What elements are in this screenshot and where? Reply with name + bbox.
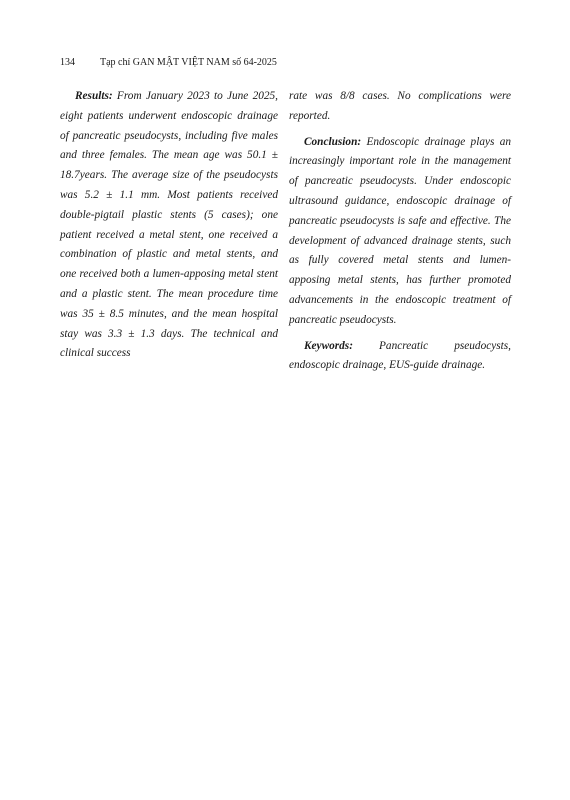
journal-title: Tạp chí GAN MẬT VIỆT NAM số 64-2025 bbox=[100, 57, 277, 68]
conclusion-paragraph bbox=[289, 133, 511, 331]
results-text: From January 2023 to June 2025, eight patients underwent endoscopic drainage of pancreatic pseudocysts, including five males and three females. The mean age was 50.1 ± 18.7years. The average size of the pseudocysts was 5.2 ± 1.1 mm. Most patients received double-pigtail plastic stents (5 cases); one patient received a metal stent, one received a combination of plastic and metal stents, and one received both a lumen-apposing metal stent and a plastic stent. The mean procedure time was 35 ± 8.5 minutes, and the mean hospital stay was 3.3 ± 1.3 days. The technical and clinical success bbox=[60, 90, 278, 360]
keywords-paragraph bbox=[289, 337, 511, 377]
page-number: 134 bbox=[60, 57, 75, 68]
results-continued: rate was 8/8 cases. No complications were reported. bbox=[289, 90, 511, 122]
results-label: Results: bbox=[75, 90, 113, 102]
conclusion-label: Conclusion: bbox=[304, 135, 362, 148]
results-paragraph bbox=[60, 87, 278, 364]
keywords-label: Keywords: bbox=[304, 339, 353, 352]
right-column bbox=[289, 87, 511, 382]
keywords-text: Pancreatic pseudocysts, endoscopic drainage, EUS-guide drainage. bbox=[289, 339, 511, 372]
conclusion-text: Endoscopic drainage plays an increasingly important role in the management of pancreatic pseudocysts. Under endoscopic ultrasound guidance, endoscopic drainage of pancreatic pseudocysts is safe and effective. The development of advanced drainage stents, such as fully covered metal stents and lumen-apposing metal stents, has further promoted advancements in the endoscopic treatment of pancreatic pseudocysts. bbox=[289, 135, 511, 326]
running-header bbox=[60, 57, 277, 69]
left-column bbox=[60, 87, 278, 370]
